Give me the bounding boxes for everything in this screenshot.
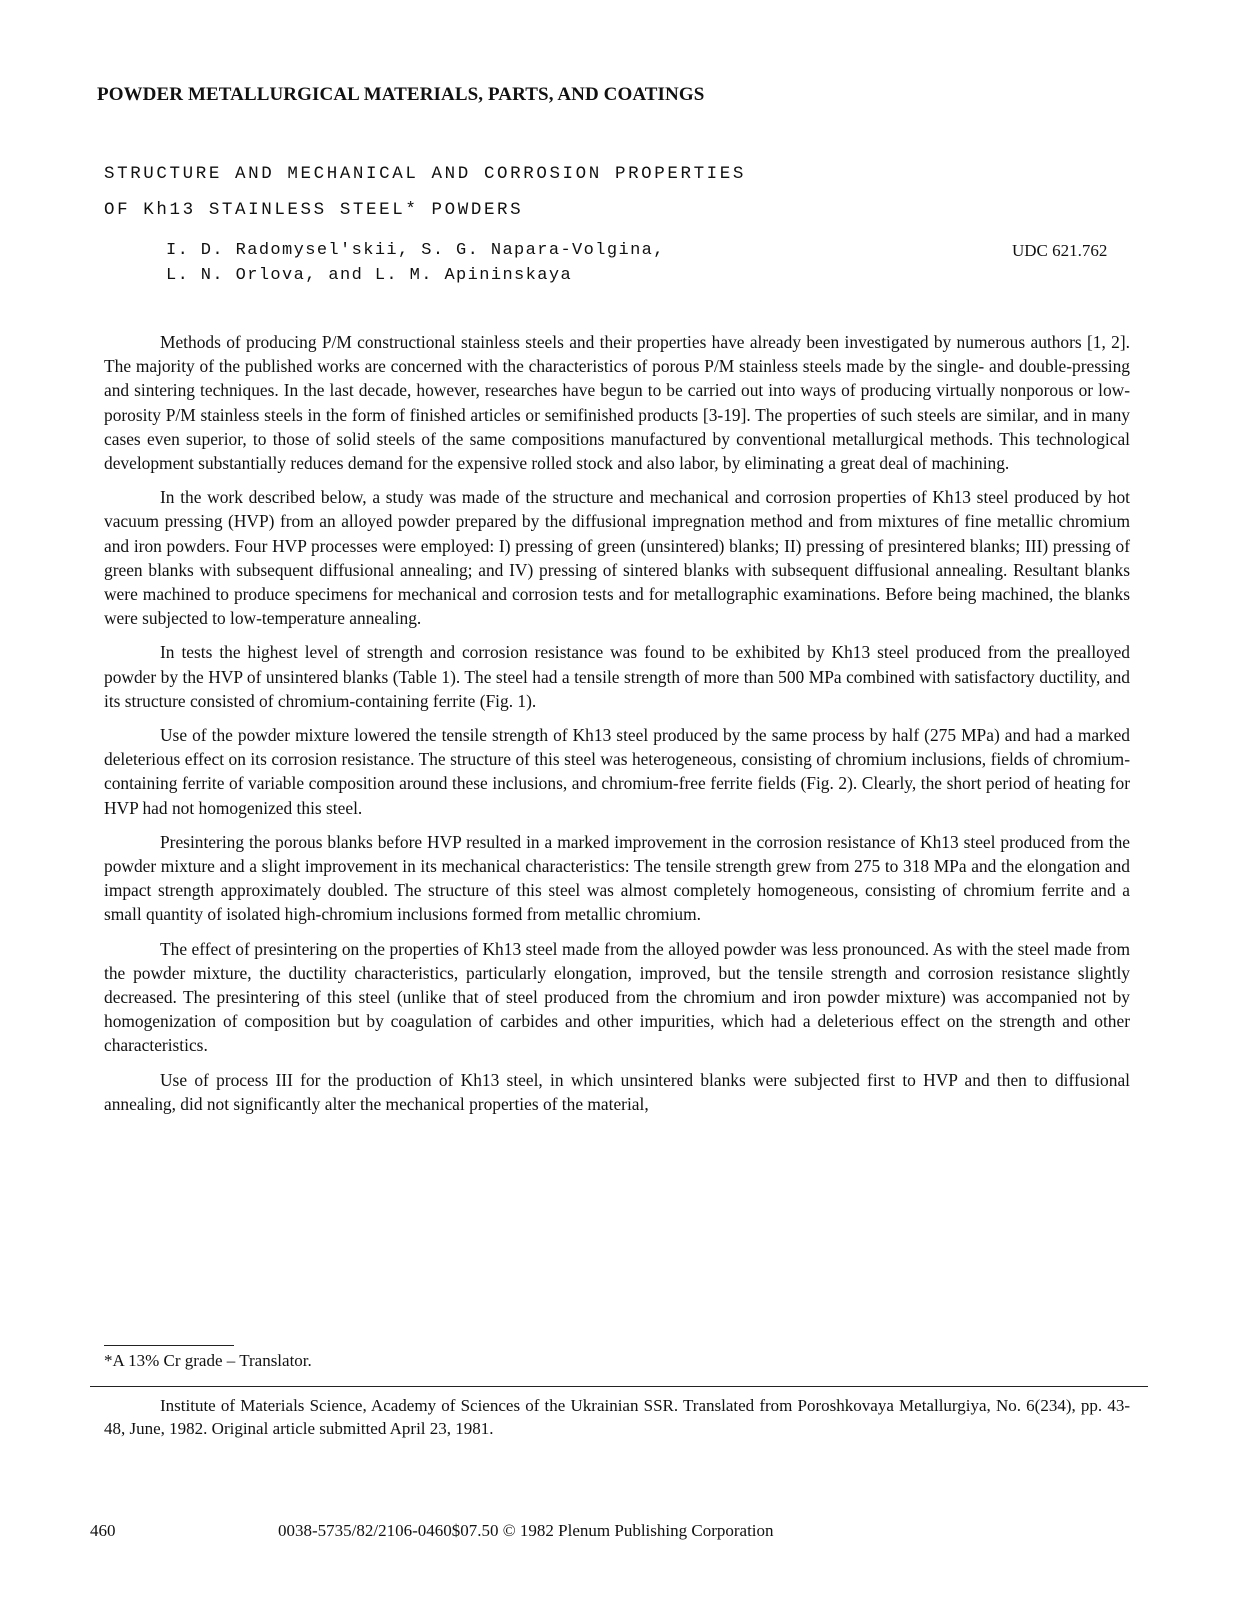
body-paragraph: Use of the powder mixture lowered the tensile strength of Kh13 steel produced by the same process by half (275 MPa) and had a marked deleterious effect on its corrosion resistance. The structure of this steel was heterogeneous, consisting of chromium inclusions, fields of chromium-containing ferrite of variable composition around these inclusions, and chromium-free ferrite fields (Fig. 2). Clearly, the short period of heating for HVP had not homogenized this steel.: [104, 725, 1130, 818]
author-line-1: I. D. Radomysel'skii, S. G. Napara-Volgina,: [166, 241, 665, 260]
footnote-divider: [104, 1345, 234, 1346]
article-title-line-2: OF Kh13 STAINLESS STEEL* POWDERS: [104, 200, 524, 220]
section-heading: POWDER METALLURGICAL MATERIALS, PARTS, AND COATINGS: [97, 84, 705, 105]
copyright-line: 0038-5735/82/2106-0460$07.50 © 1982 Plenum Publishing Corporation: [278, 1521, 774, 1540]
author-list: [166, 238, 665, 288]
body-paragraph: In tests the highest level of strength and corrosion resistance was found to be exhibited by Kh13 steel produced from the prealloyed powder by the HVP of unsintered blanks (Table 1). The steel had a tensile strength of more than 500 MPa combined with satisfactory ductility, and its structure consisted of chromium-containing ferrite (Fig. 1).: [104, 642, 1130, 711]
author-line-2: L. N. Orlova, and L. M. Apininskaya: [166, 266, 573, 285]
body-paragraph: Presintering the porous blanks before HVP resulted in a marked improvement in the corrosion resistance of Kh13 steel produced from the powder mixture and a slight improvement in its mechanical characteristics: The tensile strength grew from 275 to 318 MPa and the elongation and impact strength approximately doubled. The structure of this steel was almost completely homogeneous, consisting of chromium ferrite and a small quantity of isolated high-chromium inclusions formed from metallic chromium.: [104, 831, 1130, 925]
body-paragraph: The effect of presintering on the properties of Kh13 steel made from the alloyed powder was less pronounced. As with the steel made from the powder mixture, the ductility characteristics, particularly elongation, improved, but the tensile strength and corrosion resistance slightly decreased. The presintering of this steel (unlike that of steel produced from the chromium and iron powder mixture) was accompanied not by homogenization of composition but by coagulation of carbides and other impurities, which had a deleterious effect on the strength and other characteristics.: [104, 938, 1130, 1056]
affiliation-note: Institute of Materials Science, Academy of Sciences of the Ukrainian SSR. Translated from Poroshkovaya Metallurgiya, No. 6(234), pp. 43-48, June, 1982. Original article submitted April 23, 1981.: [104, 1396, 1130, 1438]
page-number: 460: [90, 1521, 116, 1540]
udc-code: UDC 621.762: [1012, 241, 1108, 260]
article-title-line-1: STRUCTURE AND MECHANICAL AND CORROSION PROPERTIES: [104, 164, 746, 184]
body-paragraph: Use of process III for the production of Kh13 steel, in which unsintered blanks were subjected first to HVP and then to diffusional annealing, did not significantly alter the mechanical properties of the material,: [104, 1069, 1130, 1114]
body-paragraph: Methods of producing P/M constructional stainless steels and their properties have already been investigated by numerous authors [1, 2]. The majority of the published works are concerned with the characteristics of porous P/M stainless steels made by the single- and double-pressing and sintering techniques. In the last decade, however, researches have begun to be carried out into ways of producing virtually nonporous or low-porosity P/M stainless steels in the form of finished articles or semifinished products [3-19]. The properties of such steels are similar, and in many cases even superior, to those of solid steels of the same compositions manufactured by conventional metallurgical methods. This technological development substantially reduces demand for the expensive rolled stock and also labor, by eliminating a great deal of machining.: [104, 332, 1130, 474]
article-body: [104, 330, 1130, 1126]
article-title: [104, 156, 746, 228]
affiliation-divider: [90, 1386, 1148, 1387]
body-paragraph: In the work described below, a study was made of the structure and mechanical and corrosion properties of Kh13 steel produced by hot vacuum pressing (HVP) from an alloyed powder prepared by the diffusional impregnation method and from mixtures of fine metallic chromium and iron powders. Four HVP processes were employed: I) pressing of green (unsintered) blanks; II) pressing of presintered blanks; III) pressing of green blanks with subsequent diffusional annealing; and IV) pressing of sintered blanks with subsequent diffusional annealing. Resultant blanks were machined to produce specimens for mechanical and corrosion tests and for metallographic examinations. Before being machined, the blanks were subjected to low-temperature annealing.: [104, 487, 1130, 629]
translator-footnote: *A 13% Cr grade – Translator.: [104, 1351, 312, 1370]
